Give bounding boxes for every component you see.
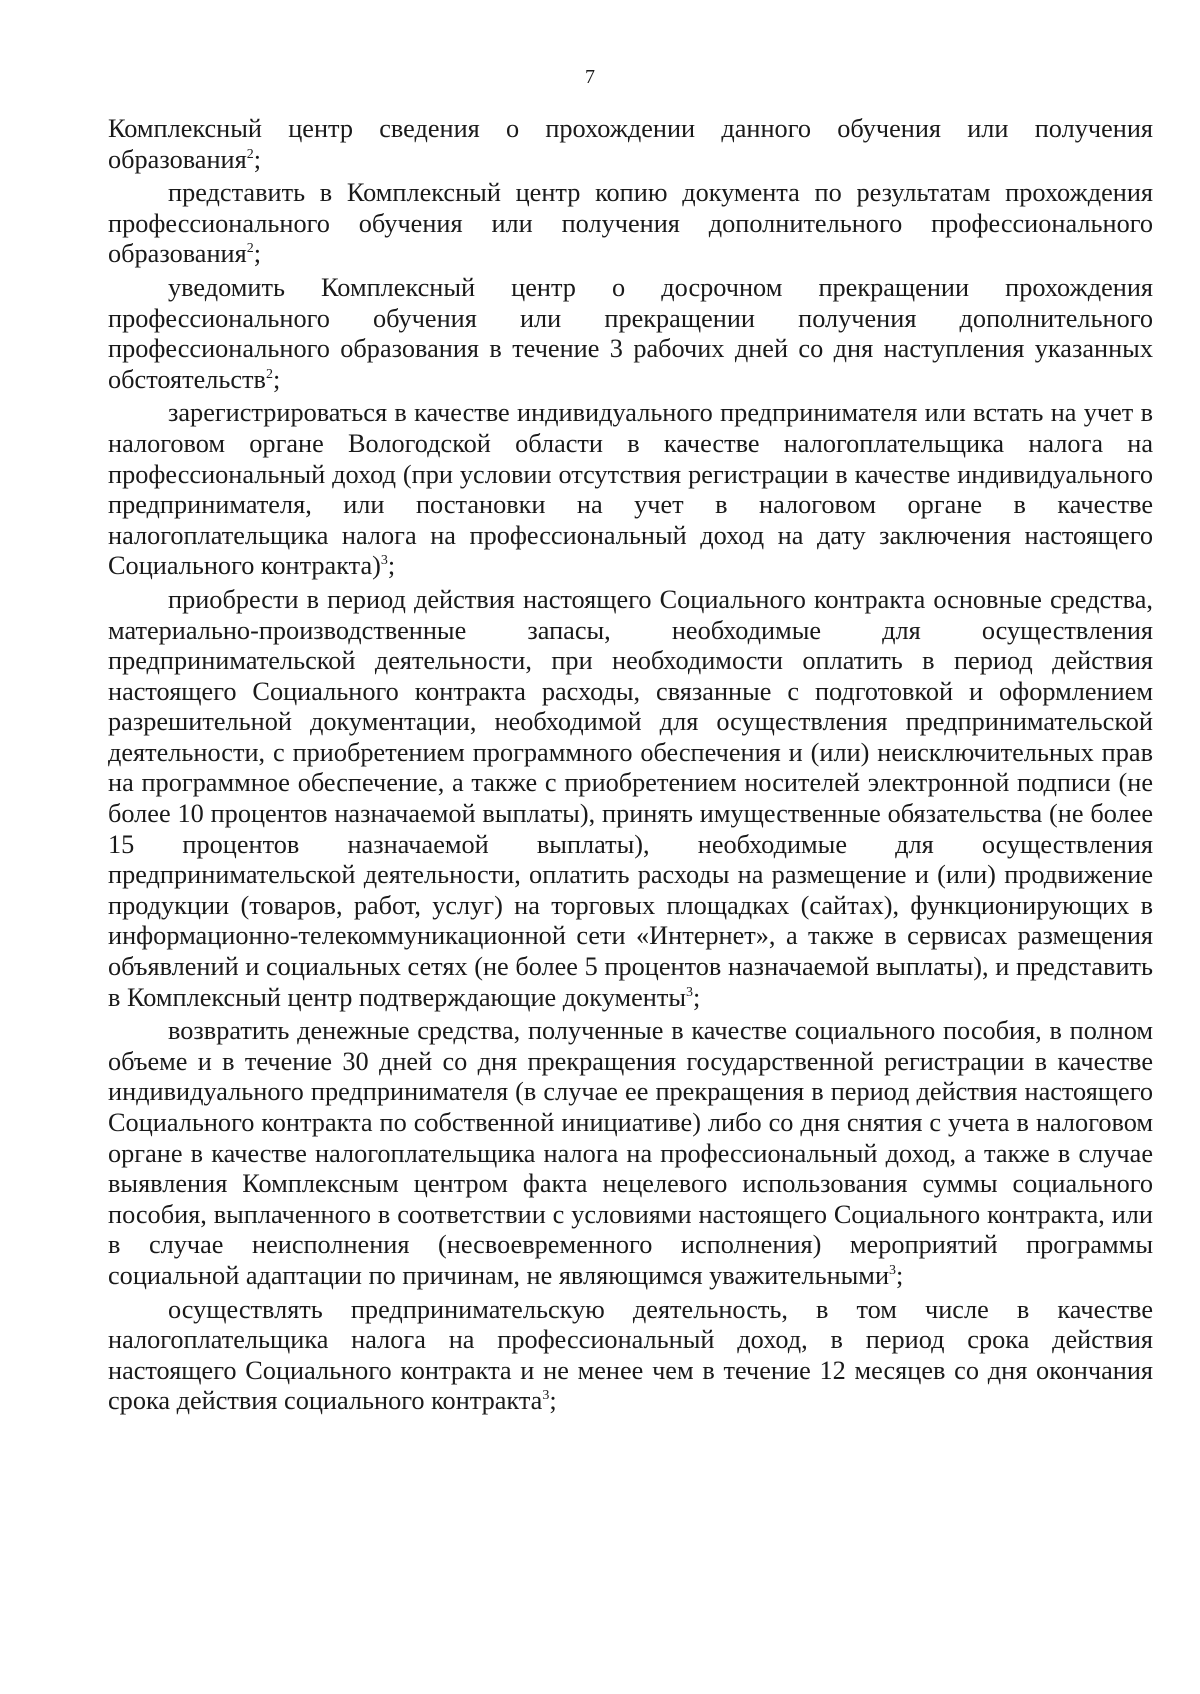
footnote-ref: 3 [686, 984, 694, 1000]
paragraph-end: ; [549, 1386, 557, 1416]
paragraph-end: ; [387, 551, 396, 581]
paragraph-text: уведомить Комплексный центр о досрочном прекращении прохождения профессионального обучения или прекращении получения дополнительного профессионального образования в течение 3 рабочих дней со дня наступления указанных обстоятельств [108, 272, 1153, 394]
footnote-ref: 2 [246, 146, 254, 162]
page-number: 7 [585, 66, 595, 88]
paragraph-3 [108, 273, 1153, 395]
paragraph-4 [108, 398, 1153, 582]
paragraph-end: ; [896, 1260, 904, 1290]
paragraph-5 [108, 585, 1153, 1013]
paragraph-text: зарегистрироваться в качестве индивидуального предпринимателя или встать на учет в налоговом органе Вологодской области в качестве налогоплательщика налога на профессиональный доход (при условии отсутствия регистрации в качестве индивидуального предпринимателя, или постановки на учет в налоговом органе в качестве налогоплательщика налога на профессиональный доход на дату заключения настоящего Социального контракта) [108, 398, 1153, 581]
paragraph-text: Комплексный центр сведения о прохождении данного обучения или получения образования [108, 114, 1153, 174]
paragraph-text: представить в Комплексный центр копию документа по результатам прохождения профессионального обучения или получения дополнительного профессионального образования [108, 178, 1153, 269]
document-body [108, 114, 1153, 1417]
footnote-ref: 3 [380, 553, 388, 569]
paragraph-end: ; [253, 144, 262, 174]
footnote-ref: 3 [542, 1388, 550, 1404]
paragraph-2 [108, 178, 1153, 270]
paragraph-7 [108, 1295, 1153, 1417]
paragraph-end: ; [253, 239, 262, 269]
paragraph-text: осуществлять предпринимательскую деятельность, в том числе в качестве налогоплательщика налога на профессиональный доход, в период срока действия настоящего Социального контракта и не менее чем в течение 12 месяцев со дня окончания срока действия социального контракта [108, 1294, 1153, 1416]
paragraph-text: приобрести в период действия настоящего Социального контракта основные средства, материально-производственные запасы, необходимые для осуществления предпринимательской деятельности, при необходимости оплатить в период действия настоящего Социального контракта расходы, связанные с подготовкой и оформлением разрешительной документации, необходимой для осуществления предпринимательской деятельности, с приобретением программного обеспечения и (или) неисключительных прав на программное обеспечение, а также с приобретением носителей электронной подписи (не более 10 процентов назначаемой выплаты), принять имущественные обязательства (не более 15 процентов назначаемой выплаты), необходимые для осуществления предпринимательской деятельности, оплатить расходы на размещение и (или) продвижение продукции (товаров, работ, услуг) на торговых площадках (сайтах), функционирующих в информационно-телекоммуникационной сети «Интернет», а также в сервисах размещения объявлений и социальных сетях (не более 5 процентов назначаемой выплаты), и представить в Комплексный центр подтверждающие документы [108, 584, 1153, 1012]
footnote-ref: 3 [889, 1262, 897, 1278]
paragraph-end: ; [693, 982, 701, 1012]
footnote-ref: 2 [265, 366, 273, 382]
footnote-ref: 2 [246, 241, 254, 257]
paragraph-6 [108, 1016, 1153, 1291]
paragraph-end: ; [272, 364, 281, 394]
paragraph-text: возвратить денежные средства, полученные в качестве социального пособия, в полном объеме и в течение 30 дней со дня прекращения государственной регистрации в качестве индивидуального предпринимателя (в случае ее прекращения в период действия настоящего Социального контракта по собственной инициативе) либо со дня снятия с учета в налоговом органе в качестве налогоплательщика налога на профессиональный доход, а также в случае выявления Комплексным центром факта нецелевого использования суммы социального пособия, выплаченного в соответствии с условиями настоящего Социального контракта, или в случае неисполнения (несвоевременного исполнения) мероприятий программы социальной адаптации по причинам, не являющимся уважительными [108, 1016, 1153, 1290]
paragraph-1 [108, 114, 1153, 175]
